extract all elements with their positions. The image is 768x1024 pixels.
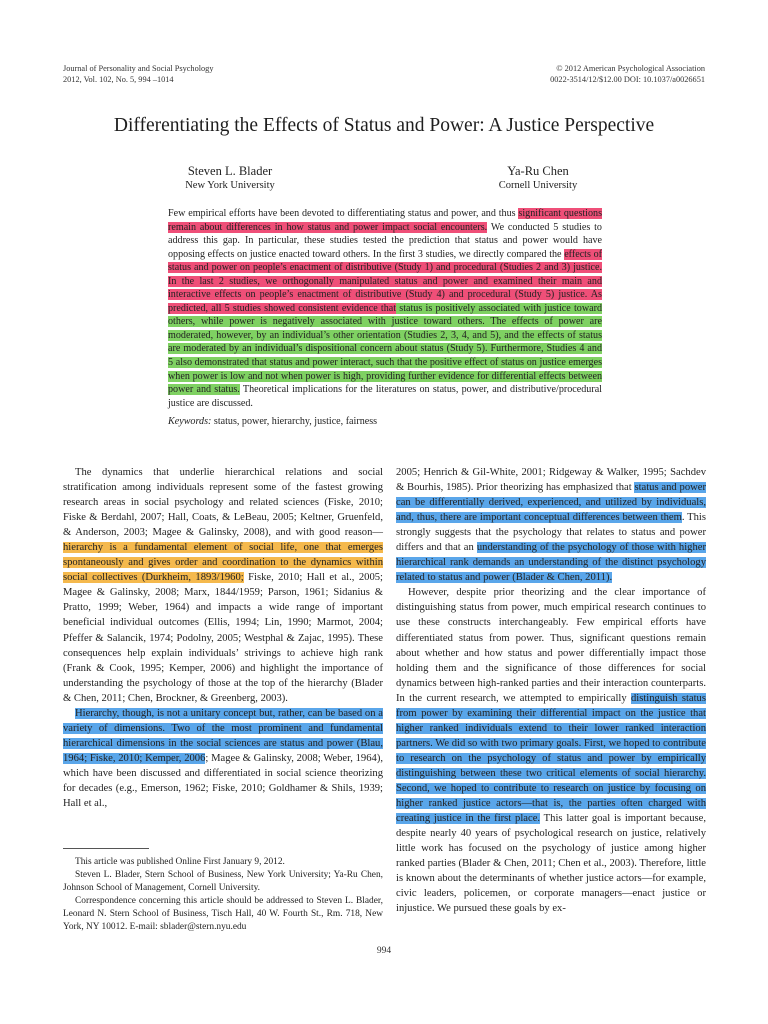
- body-column-right: [396, 465, 706, 916]
- author-affiliation: New York University: [185, 180, 275, 191]
- highlight-green: status is positively associated with justice toward others, while power is negatively associated with justice toward others. The effects of power are moderated, however, by an individual’s other orientation (Studies 2, 3, 4, and 5), and the effects of status are moderated by an individual’s dispositional concern about status (Study 5). Furthermore, Studies 4 and 5 also demonstrated that status and power interact, such that the positive effect of status on justice emerges when power is low and not when power is high, providing further evidence for differential effects between power and status.: [168, 302, 602, 396]
- body-text: The dynamics that underlie hierarchical relations and social stratification among individuals represent some of the fastest growing research areas in social psychology and related sciences (Fiske, 2010; Fiske & Berdahl, 2007; Hall, Coats, & LeBeau, 2005; Keltner, Gruenfeld, & Anderson, 2003; Magee & Galinsky, 2008), and with good reason—: [63, 467, 383, 539]
- author-name: Ya-Ru Chen: [507, 164, 569, 178]
- author-name: Steven L. Blader: [187, 164, 273, 178]
- abstract-text: Few empirical efforts have been devoted to differentiating status and power, and thus: [168, 208, 519, 219]
- footnote-divider: [63, 848, 149, 849]
- keywords-list: status, power, hierarchy, justice, fairness: [211, 416, 378, 427]
- abstract: [168, 207, 602, 410]
- keywords-label: Keywords:: [168, 416, 212, 427]
- journal-citation: [63, 63, 213, 85]
- body-text: 2005; Henrich & Gil-White, 2001; Ridgeway & Walker, 1995; Sachdev & Bourhis, 1985). Prior theorizing has emphasized that: [396, 467, 706, 494]
- highlight-pink: significant questions remain about differences in how status and power impact social encounters.: [168, 208, 603, 233]
- highlight-blue: distinguish status from power by examining their differential impact on the justice that higher ranked individuals extend to their lower ranked interaction partners. We did so with two primary goals. First, we hoped to contribute to research on the psychology of status and power by empirically distinguishing between these two critical elements of social hierarchy. Second, we hoped to contribute to research on justice by focusing on higher ranked justice actors—that is, the parties often charged with creating justice in the first place.: [396, 692, 706, 825]
- paragraph: [396, 465, 706, 585]
- footnote-publication: This article was published Online First January 9, 2012.: [75, 857, 285, 867]
- body-text: Fiske, 2010; Hall et al., 2005; Magee & Galinsky, 2008; Marx, 1844/1959; Parson, 1961; Sidanius & Pratto, 1999; Weber, 1964) and impacts a wide range of important beneficial individual outcomes (Ellis, 1994; Lin, 1990; Marmot, 2004; Pfeffer & Salancik, 1974; Podolny, 2005; Westphal & Zajac, 1995). These consequences help explain individuals’ strivings to achieve high rank (Frank & Cook, 1995; Kemper, 2006) and highlight the importance of understanding the psychology of those at the top of the hierarchy (Blader & Chen, 2011; Chen, Brockner, & Greenberg, 2003).: [63, 572, 383, 704]
- highlight-blue: status and power can be differentially derived, experienced, and utilized by individuals, and, thus, there are important conceptual differences between them: [396, 482, 706, 524]
- author-block-1: [150, 164, 310, 193]
- paragraph: [63, 465, 383, 706]
- footnote-affiliations: Steven L. Blader, Stern School of Business, New York University; Ya-Ru Chen, Johnson School of Management, Cornell University.: [63, 870, 383, 893]
- body-text: ; Magee & Galinsky, 2008; Weber, 1964), which have been discussed and differentiated in social science theorizing for decades (e.g., Emerson, 1962; Fiske, 2010; Goldhamer & Shils, 1939; Hall et al.,: [63, 752, 383, 810]
- author-block-2: [458, 164, 618, 193]
- highlight-blue: understanding of the psychology of those with higher hierarchical rank demands an understanding of the distinct psychology related to status and power (Blader & Chen, 2011).: [396, 542, 706, 584]
- doi-line: 0022-3514/12/$12.00 DOI: 10.1037/a0026651: [550, 75, 705, 84]
- journal-volume: 2012, Vol. 102, No. 5, 994 –1014: [63, 75, 174, 84]
- journal-name: Journal of Personality and Social Psychology: [63, 64, 214, 73]
- abstract-text: Theoretical implications for the literatures on status, power, and distributive/procedural justice are discussed.: [168, 384, 602, 409]
- highlight-pink: effects of status and power on people’s enactment of distributive (Study 1) and procedural (Studies 2 and 3) justice. In the last 2 studies, we orthogonally manipulated status and power and examined their main and interactive effects on people’s enactment of distributive (Study 4) and procedural (Study 5) justice. As predicted, all 5 studies showed consistent evidence that: [168, 248, 602, 314]
- keywords: [168, 415, 602, 428]
- paragraph: [63, 706, 383, 811]
- body-text: . This strongly suggests that the psychology that relates to status and power differs and that an: [396, 512, 707, 554]
- copyright-notice: [550, 63, 705, 85]
- footnotes: [63, 856, 383, 934]
- body-text: However, despite prior theorizing and the clear importance of distinguishing status from power, much empirical research continues to use these constructs interchangeably. Few empirical efforts have differentiated status from power. Thus, significant questions remain about whether and how status and power differentially impact those holding them and the significance of those differences for social dynamics between high-ranked parties and their interaction counterparts. In the current research, we attempted to empirically: [396, 587, 706, 704]
- paragraph: [396, 585, 706, 916]
- footnote-correspondence: Correspondence concerning this article should be addressed to Steven L. Blader, Leonard N. Stern School of Business, Tisch Hall, 40 W. Fourth St., Rm. 718, New York, NY 10012. E-mail: sblader@stern.nyu.edu: [63, 896, 383, 932]
- article-title: Differentiating the Effects of Status and Power: A Justice Perspective: [113, 115, 655, 136]
- highlight-blue: Hierarchy, though, is not a unitary concept but, rather, can be based on a variety of dimensions. Two of the most prominent and fundamental hierarchical dimensions in the social sciences are status and power (Blau, 1964; Fiske, 2010; Kemper, 2006: [63, 707, 383, 764]
- body-text: This latter goal is important because, despite nearly 40 years of psychological research on justice, relatively little work has focused on the psychology of justice among higher ranked parties (Blader & Chen, 2011; Chen et al., 2003). Therefore, little is known about the determinants of whether justice actors—for example, civic leaders, policemen, or corporate managers—enact justice or injustice. We pursued these goals by ex-: [396, 813, 706, 915]
- highlight-orange: hierarchy is a fundamental element of social life, one that emerges spontaneously and gives order and coordination to the dynamics within social collectives (Durkheim, 1893/1960;: [63, 542, 383, 584]
- body-column-left: [63, 465, 383, 811]
- page-number: 994: [376, 946, 392, 956]
- abstract-text: We conducted 5 studies to address this gap. In particular, these studies tested the prediction that status and power would have opposing effects on justice enacted toward others. In the first 3 studies, we directly compared the: [168, 221, 602, 260]
- copyright-line: © 2012 American Psychological Association: [556, 64, 705, 73]
- author-affiliation: Cornell University: [498, 180, 578, 191]
